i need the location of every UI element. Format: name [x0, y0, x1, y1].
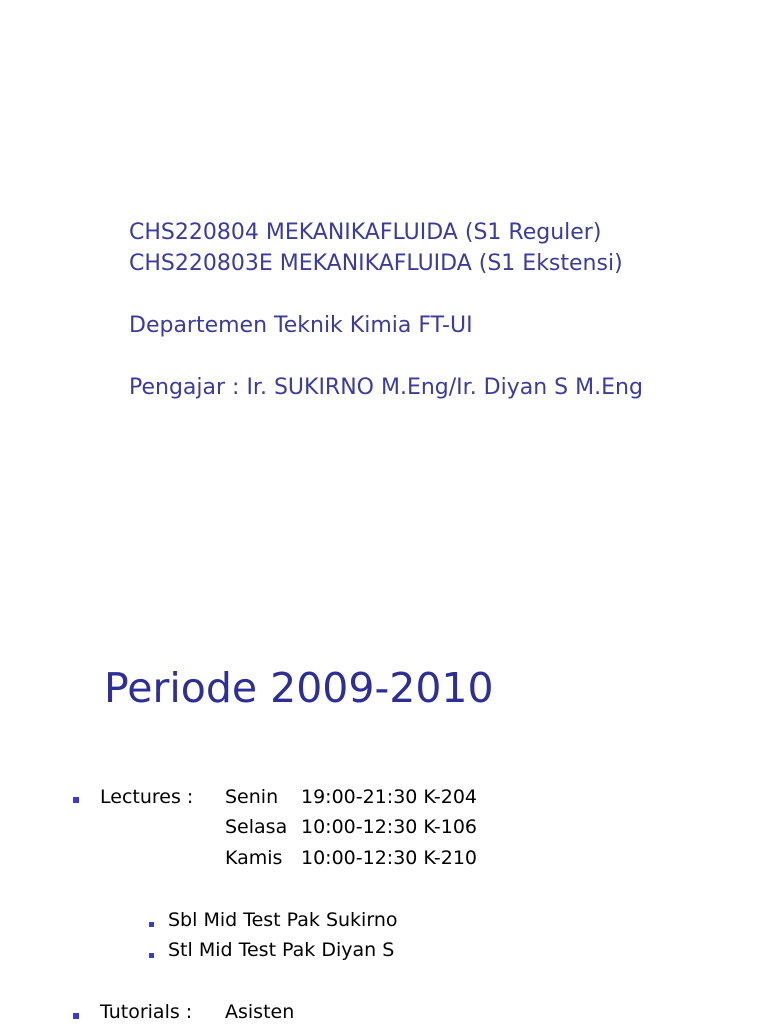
- tutorials-bullet: [73, 1013, 79, 1019]
- period-title: Periode 2009-2010: [104, 664, 494, 712]
- lecture-time-2: 10:00-12:30 K-106: [301, 816, 477, 838]
- course-line-regular: CHS220804 MEKANIKAFLUIDA (S1 Reguler): [129, 220, 602, 245]
- tutorials-value: Asisten: [225, 1001, 295, 1023]
- sub-bullet-icon-1: [149, 922, 154, 927]
- department-line: Departemen Teknik Kimia FT-UI: [129, 313, 473, 338]
- lecture-time-3: 10:00-12:30 K-210: [301, 847, 477, 869]
- lecture-day-1: Senin: [225, 786, 279, 808]
- tutorials-label: Tutorials :: [100, 1001, 193, 1023]
- lecturer-line: Pengajar : Ir. SUKIRNO M.Eng/Ir. Diyan S M.Eng: [129, 375, 643, 400]
- lecture-time-1: 19:00-21:30 K-204: [301, 786, 477, 808]
- lectures-bullet: [73, 797, 79, 803]
- lecture-day-2: Selasa: [225, 816, 288, 838]
- sub-bullet-text-1: Sbl Mid Test Pak Sukirno: [168, 909, 398, 931]
- lecture-day-3: Kamis: [225, 847, 283, 869]
- lectures-label: Lectures :: [100, 786, 194, 808]
- sub-bullet-text-2: Stl Mid Test Pak Diyan S: [168, 939, 395, 961]
- course-line-extension: CHS220803E MEKANIKAFLUIDA (S1 Ekstensi): [129, 251, 623, 276]
- sub-bullet-icon-2: [149, 953, 154, 958]
